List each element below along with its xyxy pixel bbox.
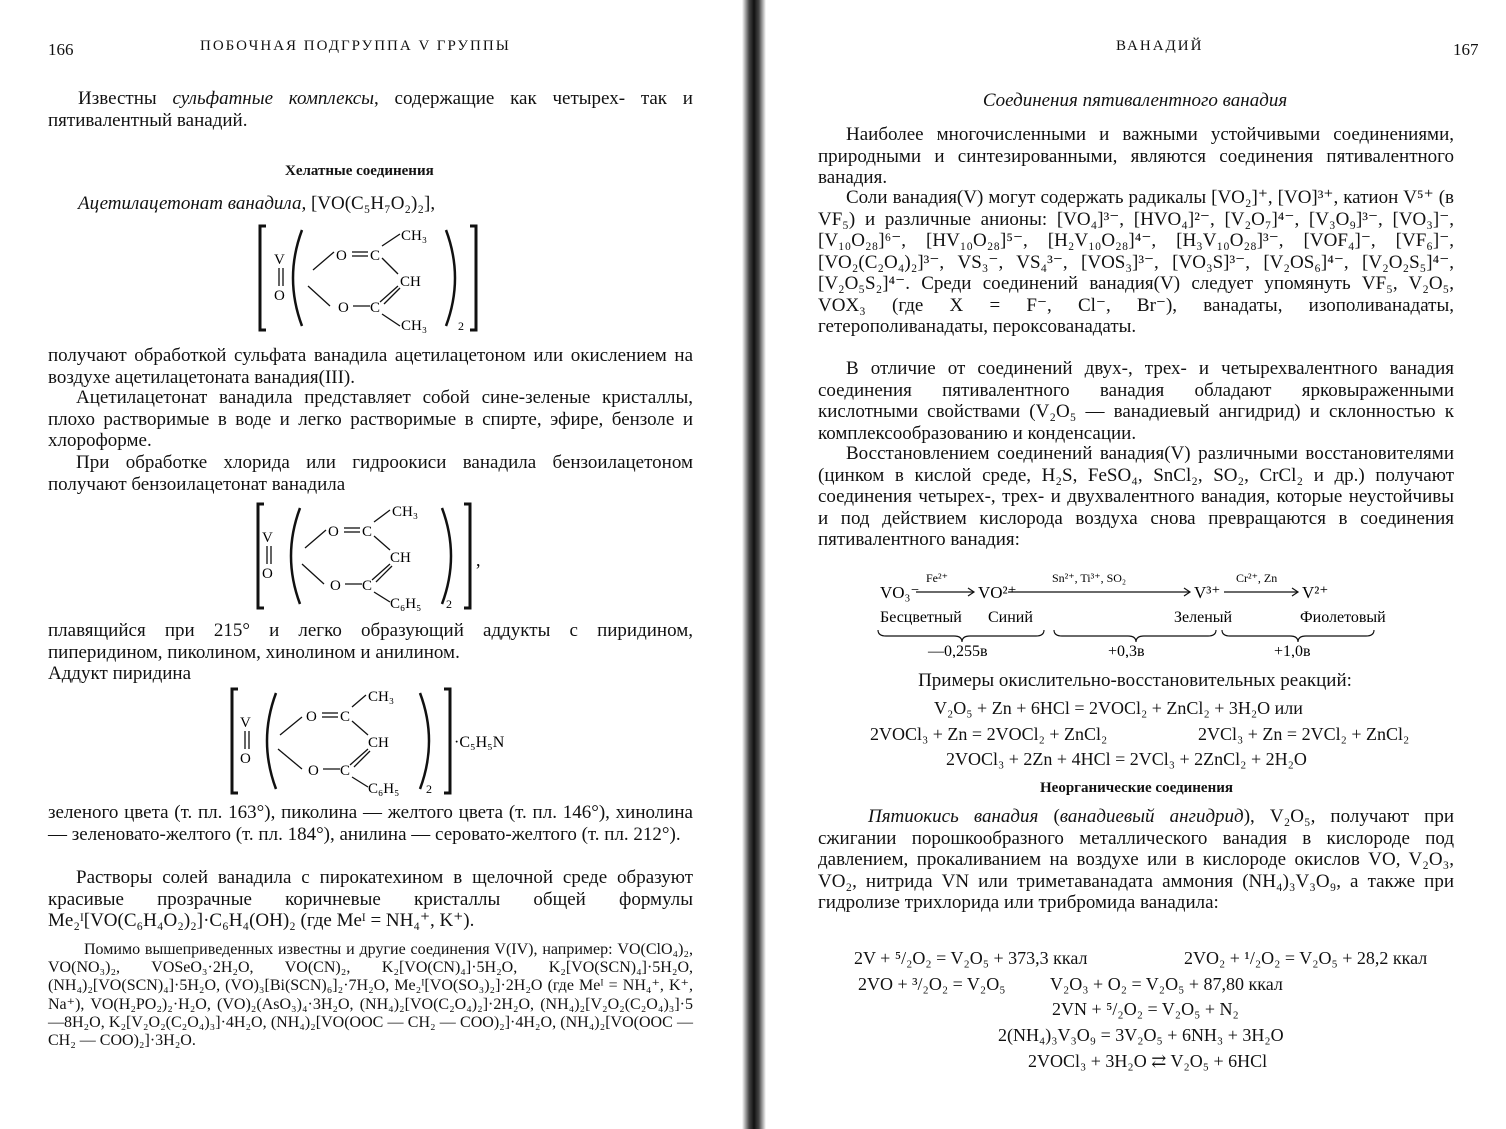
ring-o-1: O (336, 248, 347, 264)
subscript-2: 2 (426, 782, 432, 796)
color-1: Бесцветный (880, 609, 962, 626)
color-3: Зеленый (1174, 609, 1233, 626)
reaction-4: 2VOCl₃ + 2Zn + 4HCl = 2VCl₃ + 2ZnCl₂ + 2H₂O (946, 749, 1307, 769)
running-head-right: ВАНАДИЙ (1116, 38, 1204, 54)
ch-group: CH (400, 274, 421, 290)
book-gutter (742, 0, 766, 1129)
para-2: Ацетилацетонат ванадила представляет собой сине-зеленые кристаллы, плохо растворимые в воде и легко растворимые в спирте, эфире, бензоле и хлороформе. (48, 387, 693, 451)
ch3-group-1: CH₃ (401, 228, 428, 244)
v2o5-paragraph (818, 806, 1454, 914)
sulfate-prefix: Известны (78, 88, 173, 109)
examples-heading: Примеры окислительно-восстановительных реакций: (918, 670, 1352, 691)
left-page (0, 0, 745, 1129)
potential-3: +1,0в (1274, 643, 1311, 658)
v-atom: V (240, 715, 251, 731)
oxide-eq-7: 2VOCl₃ + 3H₂O ⇄ V₂O₅ + 6HCl (1028, 1051, 1268, 1071)
para-3: При обработке хлорида или гидроокиси ванадила бензоилацетоном получают бензоилацетонат ванадила (48, 452, 693, 495)
oxide-eq-1: 2V + ⁵/₂O₂ = V₂O₅ + 373,3 ккал (854, 948, 1088, 968)
species-vo3: VO₃⁻ (880, 583, 920, 602)
v-atom: V (262, 530, 273, 546)
reagent-3: Cr²⁺, Zn (1236, 571, 1278, 585)
o-atom: O (262, 566, 273, 582)
page-number-left: 166 (48, 40, 74, 59)
adduct-suffix: ·C₅H₅N (454, 734, 505, 751)
species-vo2plus: VO²⁺ (978, 583, 1017, 602)
ring-c-2: C (340, 763, 351, 779)
para-1: получают обработкой сульфата ванадила ацетилацетоном или окислением на воздухе ацетилацетоната ванадия(III). (48, 345, 693, 388)
acac-title-line (78, 193, 678, 215)
reaction-1: V₂O₅ + Zn + 6HCl = 2VOCl₂ + ZnCl₂ + 3H₂O или (934, 698, 1303, 718)
ch3-group-2: CH₃ (401, 318, 428, 334)
pyridine-adduct-structure (222, 685, 542, 797)
page-number-right: 167 (1453, 40, 1479, 59)
acac-title: Ацетилацетонат ванадила, (78, 193, 307, 214)
chelate-heading: Хелатные соединения (285, 163, 434, 179)
trailing-comma: , (476, 550, 481, 570)
reduction-scheme (870, 568, 1430, 658)
oxide-eq-5: 2VN + ⁵/₂O₂ = V₂O₅ + N₂ (1052, 999, 1239, 1019)
ring-c-2: C (362, 578, 373, 594)
oxide-eq-2: 2VO₂ + ¹/₂O₂ = V₂O₅ + 28,2 ккал (1184, 948, 1428, 968)
o-atom: O (240, 751, 251, 767)
reagent-1: Fe²⁺ (926, 571, 948, 585)
reaction-3: 2VCl₃ + Zn = 2VCl₂ + ZnCl₂ (1198, 724, 1410, 744)
v2o5-rest: ), V₂O₅, получают при сжигании порошкообразного металлического ванадия в кислороде под давлением, прокаливанием на воздухе или в кислороде окислов VO, V₂O₃, VO₂, нитрида VN или триметаванадата аммония (NH₄)₃V₃O₉, а также при гидролизе трихлорида или трибромида ванадила: (818, 806, 1455, 913)
sulfate-suffix: , содержащие как четырех- так и пятивалентный ванадий. (48, 88, 693, 131)
ch-group: CH (390, 550, 411, 566)
c6h5-group: C₆H₅ (368, 781, 400, 797)
running-head-left: ПОБОЧНАЯ ПОДГРУППА V ГРУППЫ (200, 38, 511, 54)
para-4: Восстановлением соединений ванадия(V) различными восстановителями (цинком в кислой среде, H₂S, FeSO₄, SnCl₂, SO₂, CrCl₂ и др.) получают соединения четырех-, трех- и двухвалентного ванадия, которые неустойчивы и под действием кислорода воздуха снова превращаются в соединения пятивалентного ванадия: (818, 443, 1454, 550)
ring-c-1: C (362, 524, 373, 540)
ring-o-2: O (338, 300, 349, 316)
para-2: Соли ванадия(V) могут содержать радикалы [VO₂]⁺, [VO]³⁺, катион V⁵⁺ (в VF₅) и различные анионы: [VO₄]³⁻, [HVO₄]²⁻, [V₂O₇]⁴⁻, [V₃O₉]³⁻, [VO₃]⁻, [V₁₀O₂₈]⁶⁻, [HV₁₀O₂₈]⁵⁻, [H₂V₁₀O₂₈]⁴⁻, [H₃V₁₀O₂₈]³⁻, [VOF₄]⁻, [VF₆]⁻, [VO₂(C₂O₄)₂]³⁻, VS₃⁻, VS₄³⁻, [VOS₃]³⁻, [VO₃S]³⁻, [V₂OS₆]⁴⁻, [V₂O₂S₅]⁴⁻, [V₂O₅S₂]⁴⁻. Среди соединений ванадия(V) следует упомянуть VF₅, V₂O₅, VOX₃ (где X = F⁻, Cl⁻, Br⁻), ванадаты, изополиванадаты, гетерополиванадаты, пероксованадаты. (818, 187, 1454, 337)
v2o5-italic-2: ванадиевый ангидрид (1059, 806, 1244, 827)
color-4: Фиолетовый (1300, 609, 1386, 626)
ch3-group: CH₃ (368, 689, 395, 705)
ch3-group: CH₃ (392, 504, 419, 520)
v2o5-paren: ( (1038, 806, 1060, 827)
subscript-2: 2 (458, 319, 464, 333)
ch-group: CH (368, 735, 389, 751)
color-2: Синий (988, 609, 1033, 626)
para-3: В отличие от соединений двух-, трех- и четырехвалентного ванадия соединения пятивалентного ванадия обладают ярковыраженными кислотными свойствами (V₂O₅ — ванадиевый ангидрид) и склонностью к комплексообразованию и конденсации. (818, 358, 1454, 444)
para-6: Растворы солей ванадила с пирокатехином в щелочной среде образуют красивые прозрачные коричневые кристаллы общей формулы Me₂ᴵ[VO(C₆H₄O₂)₂]·C₆H₄(OH)₂ (где Meᴵ = NH₄⁺, K⁺). (48, 867, 693, 931)
small-print-note: Помимо вышеприведенных известны и другие соединения V(IV), например: VO(ClO₄)₂, VO(NO₃)₂, VOSeO₃·2H₂O, VO(CN)₂, K₂[VO(CN)₄]·5H₂O, K₂[VO(SCN)₄]·5H₂O, (NH₄)₂[VO(SCN)₄]·5H₂O, (VO)₃[Bi(SCN)₆]₂·7H₂O, Me₂ᴵ[VO(SO₃)₂]·2H₂O (где Meᴵ = NH₄⁺, K⁺, Na⁺), VO(H₂PO₂)₂·H₂O, (VO)₂(AsO₃)₄·3H₂O, (NH₄)₂[VO(C₂O₄)₂]·2H₂O, (NH₄)₂[V₂O₂(C₂O₄)₃]·5—8H₂O, K₂[V₂O₂(C₂O₄)₃]·4H₂O, (NH₄)₂[VO(OOC — CH₂ — COO)₂]·4H₂O, (NH₄)₂[VO(OOC — CH₂ — COO)₂]·3H₂O. (48, 941, 693, 1050)
para-4: плавящийся при 215° и легко образующий аддукты с пиридином, пиперидином, пиколином, хинолином и анилином. (48, 620, 693, 663)
ring-o-2: O (330, 578, 341, 594)
v-atom: V (274, 252, 285, 268)
para-1: Наиболее многочисленными и важными устойчивыми соединениями, природными и синтезированными, являются соединения пятивалентного ванадия. (818, 124, 1454, 188)
acac-formula: [VO(C₅H₇O₂)₂], (310, 193, 436, 214)
o-atom: O (274, 288, 285, 304)
sulfate-paragraph (48, 88, 693, 131)
ring-o-1: O (328, 524, 339, 540)
potential-2: +0,3в (1108, 643, 1145, 658)
species-v3plus: V³⁺ (1194, 583, 1221, 602)
c6h5-group: C₆H₅ (390, 596, 422, 612)
ring-c-1: C (340, 709, 351, 725)
oxide-eq-6: 2(NH₄)₃V₃O₉ = 3V₂O₅ + 6NH₃ + 3H₂O (998, 1025, 1284, 1045)
subscript-2: 2 (446, 597, 452, 611)
reaction-2: 2VOCl₃ + Zn = 2VOCl₂ + ZnCl₂ (870, 724, 1108, 744)
species-v2plus: V²⁺ (1302, 583, 1329, 602)
adduct-label: Аддукт пиридина (48, 663, 192, 684)
ring-o-1: O (306, 709, 317, 725)
potential-1: —0,255в (928, 643, 988, 658)
benzoylacetonate-structure (240, 500, 500, 612)
oxide-eq-4: V₂O₃ + O₂ = V₂O₅ + 87,80 ккал (1050, 974, 1283, 994)
inorganic-heading: Неорганические соединения (1040, 780, 1233, 796)
ring-c-2: C (370, 300, 381, 316)
ring-o-2: O (308, 763, 319, 779)
acac-structure (258, 222, 488, 334)
oxide-eq-3: 2VO + ³/₂O₂ = V₂O₅ (858, 974, 1006, 994)
section-title: Соединения пятивалентного ванадия (982, 90, 1288, 111)
ring-c-1: C (370, 248, 381, 264)
sulfate-italic: сульфатные комплексы (172, 88, 375, 109)
reagent-2: Sn²⁺, Ti³⁺, SO₂ (1052, 571, 1127, 585)
v2o5-italic-1: Пятиокись ванадия (868, 806, 1039, 827)
right-page (770, 0, 1506, 1129)
para-5: зеленого цвета (т. пл. 163°), пиколина — желтого цвета (т. пл. 146°), хинолина — зеленовато-желтого (т. пл. 184°), анилина — серовато-желтого (т. пл. 212°). (48, 802, 693, 845)
